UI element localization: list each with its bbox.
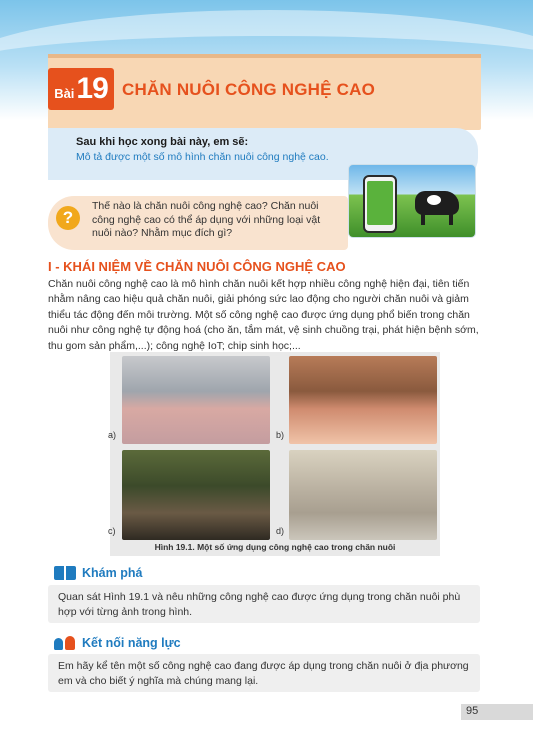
ket-noi-label: Kết nối năng lực xyxy=(82,636,181,650)
objectives-heading: Sau khi học xong bài này, em sẽ: xyxy=(76,136,249,148)
photo-cow-brush xyxy=(122,450,270,540)
cow-leg xyxy=(421,211,425,225)
figure-label-b: b) xyxy=(276,430,285,440)
warmup-question: Thế nào là chăn nuôi công nghệ cao? Chăn nuôi công nghệ cao có thể áp dụng với những loại vật nuôi nào? Nhằm mục đích gì? xyxy=(48,196,348,250)
kham-pha-heading xyxy=(54,566,142,580)
figure-label-d: d) xyxy=(276,526,285,536)
people-icon xyxy=(54,636,76,650)
question-icon: ? xyxy=(56,206,80,230)
cow-leg xyxy=(449,211,453,225)
section-title: I - KHÁI NIỆM VỀ CHĂN NUÔI CÔNG NGHỆ CAO xyxy=(48,259,346,274)
photo-egg-collection xyxy=(289,356,437,444)
page-number: 95 xyxy=(466,705,479,717)
smartphone-screen xyxy=(367,181,393,225)
section-paragraph: Chăn nuôi công nghệ cao là mô hình chăn nuôi kết hợp nhiều công nghệ hiện đại, tiên tiến nhằm nâng cao hiệu quả chăn nuôi, giải phóng sức lao động cho người chăn nuôi và giảm thiểu tác động đến môi trường. Một số công nghệ cao được ứng dụng phổ biến trong chăn nuôi như công nghệ tự động hoá (cho ăn, tắm mát, vệ sinh chuồng trại, phát hiện bệnh sớm, thu gom sản phẩm,...); công nghệ IoT; chip sinh học;... xyxy=(48,278,479,352)
lesson-number: 19 xyxy=(76,72,108,105)
kham-pha-text: Quan sát Hình 19.1 và nêu những công nghệ cao được ứng dụng trong chăn nuôi phù hợp với từng ảnh trong hình. xyxy=(48,585,480,623)
smart-farming-illustration xyxy=(348,164,476,238)
ket-noi-heading xyxy=(54,636,181,650)
header-accent-line xyxy=(48,54,481,58)
ket-noi-text: Em hãy kể tên một số công nghệ cao đang được áp dụng trong chăn nuôi ở địa phương em và cho biết ý nghĩa mà chúng mang lại. xyxy=(48,654,480,692)
photo-feeding-robot xyxy=(289,450,437,540)
kham-pha-label: Khám phá xyxy=(82,566,143,580)
lesson-title: CHĂN NUÔI CÔNG NGHỆ CAO xyxy=(122,80,375,99)
figure-label-c: c) xyxy=(108,526,116,536)
objectives-text: Mô tả được một số mô hình chăn nuôi công nghệ cao. xyxy=(76,151,329,163)
lesson-label: Bài xyxy=(54,85,75,101)
book-icon xyxy=(54,566,76,580)
figure-caption: Hình 19.1. Một số ứng dụng công nghệ cao trong chăn nuôi xyxy=(154,542,396,552)
lesson-number-badge xyxy=(48,68,114,110)
cow-spot xyxy=(427,195,441,205)
figure-label-a: a) xyxy=(108,430,117,440)
photo-milking-machine xyxy=(122,356,270,444)
